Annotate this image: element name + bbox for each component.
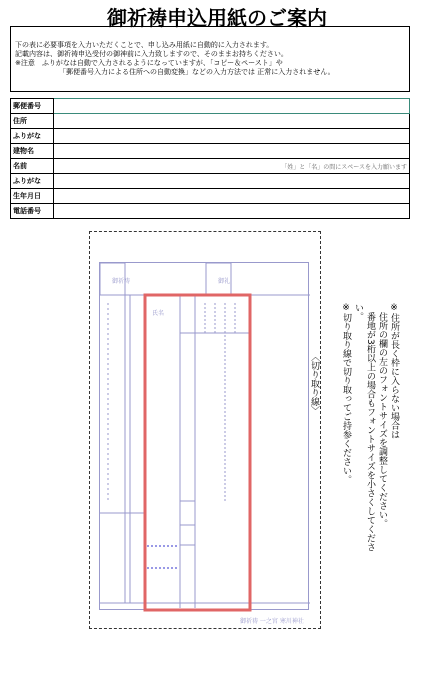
name-field[interactable] <box>54 159 410 174</box>
page-title: 御祈祷申込用紙のご案内 <box>107 6 327 30</box>
name-label-text: 氏名 <box>152 310 165 317</box>
building-field[interactable] <box>54 144 410 159</box>
footer-text: 御祈祷 一之宮 寒川神社 <box>240 618 304 625</box>
header-left-text: 御祈祷 <box>112 278 131 285</box>
side-note-line: 住所の欄の左のフォントサイズを調整してください。 <box>377 303 387 528</box>
name-kana-label: ふりがな <box>11 174 54 189</box>
postal-code-label: 郵便番号 <box>11 99 54 114</box>
entry-form <box>10 98 410 219</box>
birthdate-label: 生年月日 <box>11 189 54 204</box>
notice-line: 記載内容は、御祈祷申込受付の御神前に入力致しますので、そのままお持ちください。 <box>15 50 288 58</box>
instruction-box <box>10 26 410 92</box>
postal-code-field[interactable] <box>54 99 410 114</box>
application-form-preview <box>99 262 309 625</box>
form-row-name <box>11 159 410 174</box>
form-row-birthdate <box>11 189 410 204</box>
birthdate-field[interactable] <box>54 189 410 204</box>
address-label: 住所 <box>11 114 54 129</box>
notice-line: ※注意 ふりがなは自動で入力されるようになっていますが、「コピー＆ペースト」や <box>15 59 283 67</box>
name-kana-field[interactable] <box>54 174 410 189</box>
header-right-text: 御礼 <box>218 278 231 285</box>
form-row-postal <box>11 99 410 114</box>
form-row-address <box>11 114 410 129</box>
address-kana-field[interactable] <box>54 129 410 144</box>
notice-line: 「郵便番号入力による住所への自動変換」などの入力方法では 正常に入力されません。 <box>59 68 335 76</box>
building-label: 建物名 <box>11 144 54 159</box>
name-hint: 「姓」と「名」の間にスペースを入力願います <box>281 163 407 171</box>
side-note-line: ※住所が長く枠に入らない場合は <box>389 303 399 439</box>
form-row-name-kana <box>11 174 410 189</box>
notice-line: 下の表に必要事項を入力いただくことで、申し込み用紙に自動的に入力されます。 <box>15 41 274 49</box>
cut-line-label: 〈切り取り線〉 <box>309 352 319 415</box>
side-note-line: 番地が3桁以上の場合もフォントサイズを小さくしてください。 <box>353 303 375 552</box>
side-note-line: ※切り取り線で切り取ってご持参ください。 <box>341 303 351 484</box>
form-row-building <box>11 144 410 159</box>
form-preview-graphic <box>100 263 310 625</box>
phone-label: 電話番号 <box>11 204 54 219</box>
print-area-frame <box>145 295 250 610</box>
address-kana-label: ふりがな <box>11 129 54 144</box>
phone-field[interactable] <box>54 204 410 219</box>
address-field[interactable] <box>54 114 410 129</box>
form-row-phone <box>11 204 410 219</box>
name-label: 名前 <box>11 159 54 174</box>
side-note <box>340 303 400 563</box>
form-row-address-kana <box>11 129 410 144</box>
